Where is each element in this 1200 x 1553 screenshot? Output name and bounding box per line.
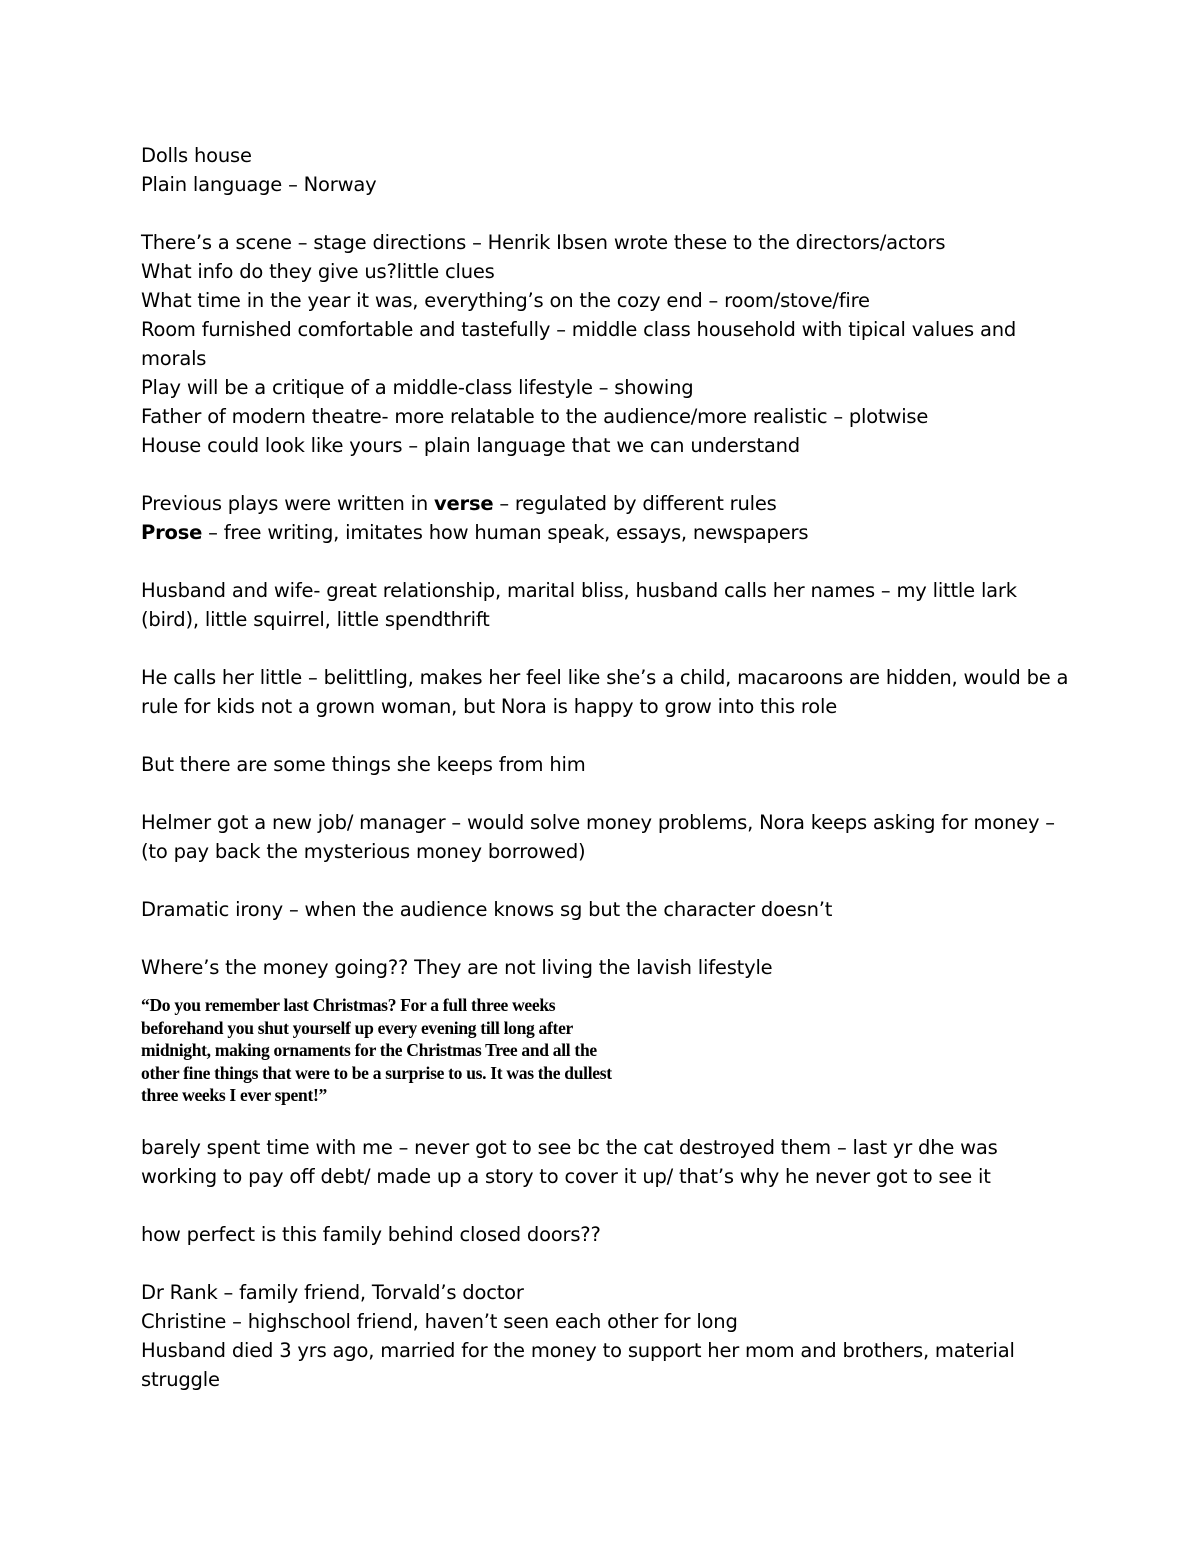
blank-line <box>141 460 1101 489</box>
text-line: Helmer got a new job/ manager – would solve money problems, Nora keeps asking for money – <box>141 811 1055 834</box>
prose-line <box>141 518 1101 547</box>
quote-line: “Do you remember last Christmas? For a full three weeks <box>141 995 556 1015</box>
text-line: Husband died 3 yrs ago, married for the money to support her mom and brothers, material <box>141 1338 1015 1362</box>
text-line: morals <box>141 347 207 370</box>
text-line: struggle <box>141 1367 220 1391</box>
text-line: Dr Rank – family friend, Torvald’s doctor <box>141 1280 524 1304</box>
text-line: He calls her little – belittling, makes her feel like she’s a child, macaroons are hidden, would be a <box>141 666 1069 689</box>
text-line: What info do they give us?little clues <box>141 260 495 283</box>
little-paragraph <box>141 663 1101 721</box>
blank-line <box>141 924 1101 953</box>
characters-paragraph <box>141 1278 1101 1394</box>
quote-line: midnight, making ornaments for the Christmas Tree and all the <box>141 1040 597 1060</box>
text-line: barely spent time with me – never got to see bc the cat destroyed them – last yr dhe was <box>141 1135 998 1159</box>
verse-definition: – regulated by different rules <box>493 492 777 515</box>
text-line: House could look like yours – plain language that we can understand <box>141 434 800 457</box>
blank-line <box>141 1191 1101 1220</box>
document-title: Dolls house <box>141 144 252 167</box>
text-line: (bird), little squirrel, little spendthrift <box>141 608 490 631</box>
document-body <box>141 141 1101 1394</box>
helmer-paragraph <box>141 808 1101 866</box>
barely-paragraph <box>141 1133 1101 1191</box>
money-line: Where’s the money going?? They are not living the lavish lifestyle <box>141 956 773 979</box>
verse-line <box>141 489 1101 518</box>
blank-line <box>141 1249 1101 1278</box>
text-line: What time in the year it was, everything’s on the cozy end – room/stove/fire <box>141 289 870 312</box>
blank-line <box>141 866 1101 895</box>
text-line: working to pay off debt/ made up a story to cover it up/ that’s why he never got to see it <box>141 1164 991 1188</box>
quote-line: beforehand you shut yourself up every evening till long after <box>141 1017 574 1038</box>
verse-term: verse <box>433 492 494 515</box>
blank-line <box>141 721 1101 750</box>
blank-line <box>141 199 1101 228</box>
play-quote <box>141 994 1101 1107</box>
text-line: There’s a scene – stage directions – Henrik Ibsen wrote these to the directors/actors <box>141 231 946 254</box>
text-line: Play will be a critique of a middle-class lifestyle – showing <box>141 376 694 399</box>
blank-line <box>141 779 1101 808</box>
text-line: Father of modern theatre- more relatable to the audience/more realistic – plotwise <box>141 405 929 428</box>
perfect-line: how perfect is this family behind closed doors?? <box>141 1222 601 1246</box>
blank-line <box>141 1115 1101 1133</box>
verse-prefix: Previous plays were written in <box>141 492 434 515</box>
text-line: Christine – highschool friend, haven’t seen each other for long <box>141 1309 738 1333</box>
blank-line <box>141 634 1101 663</box>
quote-line: other fine things that were to be a surprise to us. It was the dullest <box>141 1062 612 1083</box>
prose-term: Prose <box>141 521 203 544</box>
quote-line: three weeks I ever spent!” <box>141 1085 327 1105</box>
prose-definition: – free writing, imitates how human speak, essays, newspapers <box>202 521 809 544</box>
text-line: (to pay back the mysterious money borrowed) <box>141 840 586 863</box>
text-line: Room furnished comfortable and tastefully – middle class household with tipical values and <box>141 318 1017 341</box>
blank-line <box>141 547 1101 576</box>
irony-line: Dramatic irony – when the audience knows sg but the character doesn’t <box>141 898 833 921</box>
subtitle-line: Plain language – Norway <box>141 173 377 196</box>
secrets-line: But there are some things she keeps from him <box>141 753 586 776</box>
stage-directions-paragraph <box>141 228 1101 460</box>
text-line: rule for kids not a grown woman, but Nora is happy to grow into this role <box>141 695 838 718</box>
text-line: Husband and wife- great relationship, marital bliss, husband calls her names – my little lark <box>141 579 1017 602</box>
husband-wife-paragraph <box>141 576 1101 634</box>
